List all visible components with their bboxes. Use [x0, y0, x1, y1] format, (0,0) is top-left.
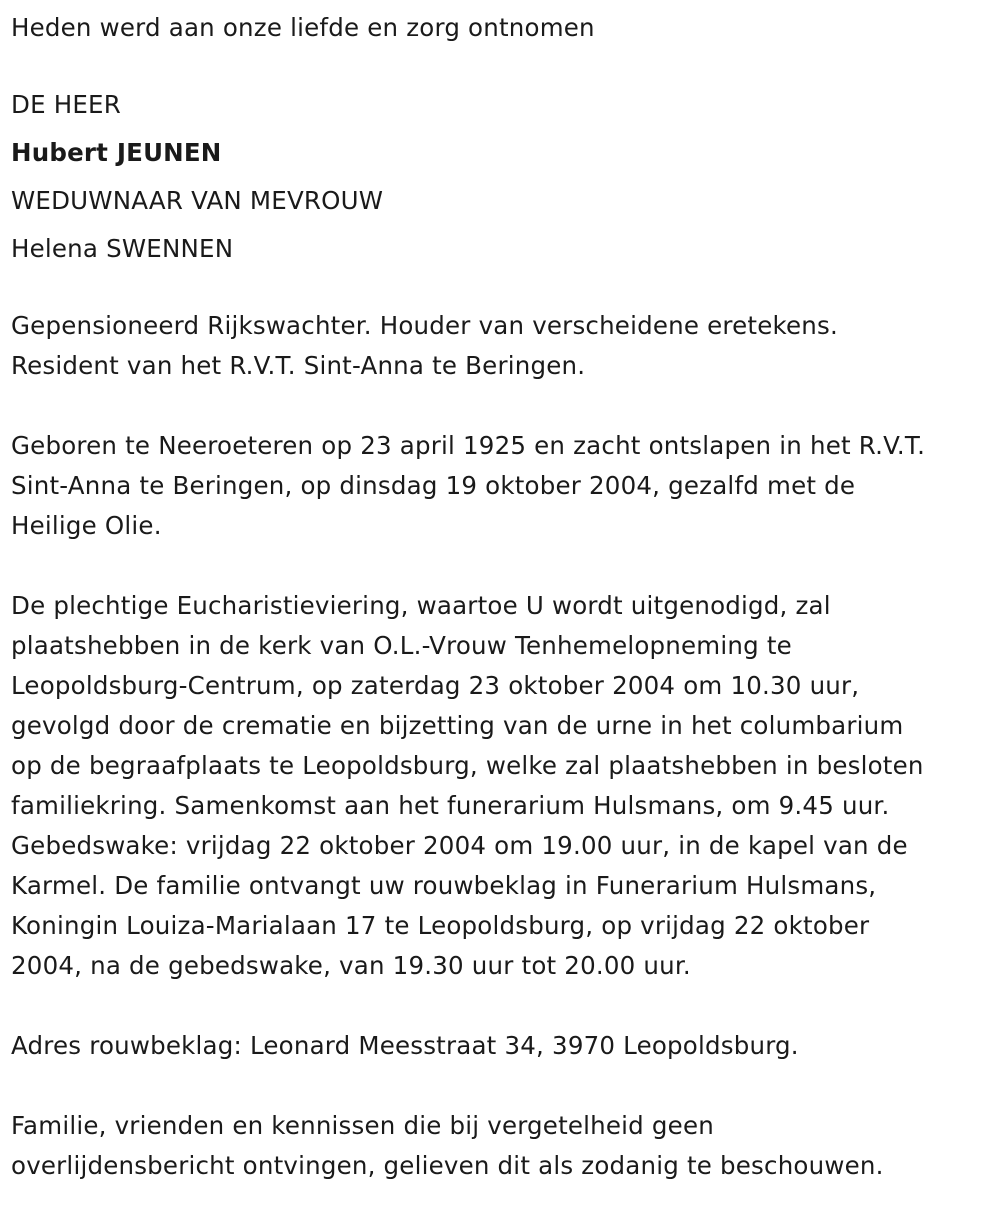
- ceremony-line: familiekring. Samenkomst aan het funerarium Hulsmans, om 9.45 uur.: [11, 791, 890, 820]
- ceremony-line: op de begraafplaats te Leopoldsburg, welke zal plaatshebben in besloten: [11, 751, 924, 780]
- profile-line: Resident van het R.V.T. Sint-Anna te Beringen.: [11, 351, 586, 380]
- profile-paragraph: [11, 306, 1000, 386]
- birth-death-line: Heilige Olie.: [11, 511, 162, 540]
- ceremony-line: Koningin Louiza-Marialaan 17 te Leopoldsburg, op vrijdag 22 oktober: [11, 911, 870, 940]
- deceased-header: [11, 81, 1000, 273]
- honorific-title: DE HEER: [11, 90, 121, 119]
- birth-death-line: Geboren te Neeroeteren op 23 april 1925 en zacht ontslapen in het R.V.T.: [11, 431, 926, 460]
- ceremony-line: gevolgd door de crematie en bijzetting van de urne in het columbarium: [11, 711, 904, 740]
- ceremony-line: De plechtige Eucharistieviering, waartoe U wordt uitgenodigd, zal: [11, 591, 831, 620]
- condolence-address: Adres rouwbeklag: Leonard Meesstraat 34, 3970 Leopoldsburg.: [11, 1031, 799, 1060]
- ceremony-line: 2004, na de gebedswake, van 19.30 uur tot 20.00 uur.: [11, 951, 691, 980]
- intro-line: Heden werd aan onze liefde en zorg ontnomen: [11, 13, 595, 42]
- ceremony-line: Karmel. De familie ontvangt uw rouwbeklag in Funerarium Hulsmans,: [11, 871, 877, 900]
- ceremony-paragraph: [11, 586, 1000, 986]
- ceremony-line: Leopoldsburg-Centrum, op zaterdag 23 oktober 2004 om 10.30 uur,: [11, 671, 860, 700]
- ceremony-line: plaatshebben in de kerk van O.L.-Vrouw Tenhemelopneming te: [11, 631, 792, 660]
- profile-line: Gepensioneerd Rijkswachter. Houder van verscheidene eretekens.: [11, 311, 838, 340]
- birth-death-line: Sint-Anna te Beringen, op dinsdag 19 oktober 2004, gezalfd met de: [11, 471, 856, 500]
- closing-line: Familie, vrienden en kennissen die bij vergetelheid geen: [11, 1111, 714, 1140]
- ceremony-line: Gebedswake: vrijdag 22 oktober 2004 om 19.00 uur, in de kapel van de: [11, 831, 908, 860]
- deceased-name: Hubert JEUNEN: [11, 138, 222, 167]
- relation-label: WEDUWNAAR VAN MEVROUW: [11, 186, 384, 215]
- closing-paragraph: [11, 1106, 1000, 1186]
- closing-line: overlijdensbericht ontvingen, gelieven dit als zodanig te beschouwen.: [11, 1151, 884, 1180]
- birth-death-paragraph: [11, 426, 1000, 546]
- spouse-name: Helena SWENNEN: [11, 234, 234, 263]
